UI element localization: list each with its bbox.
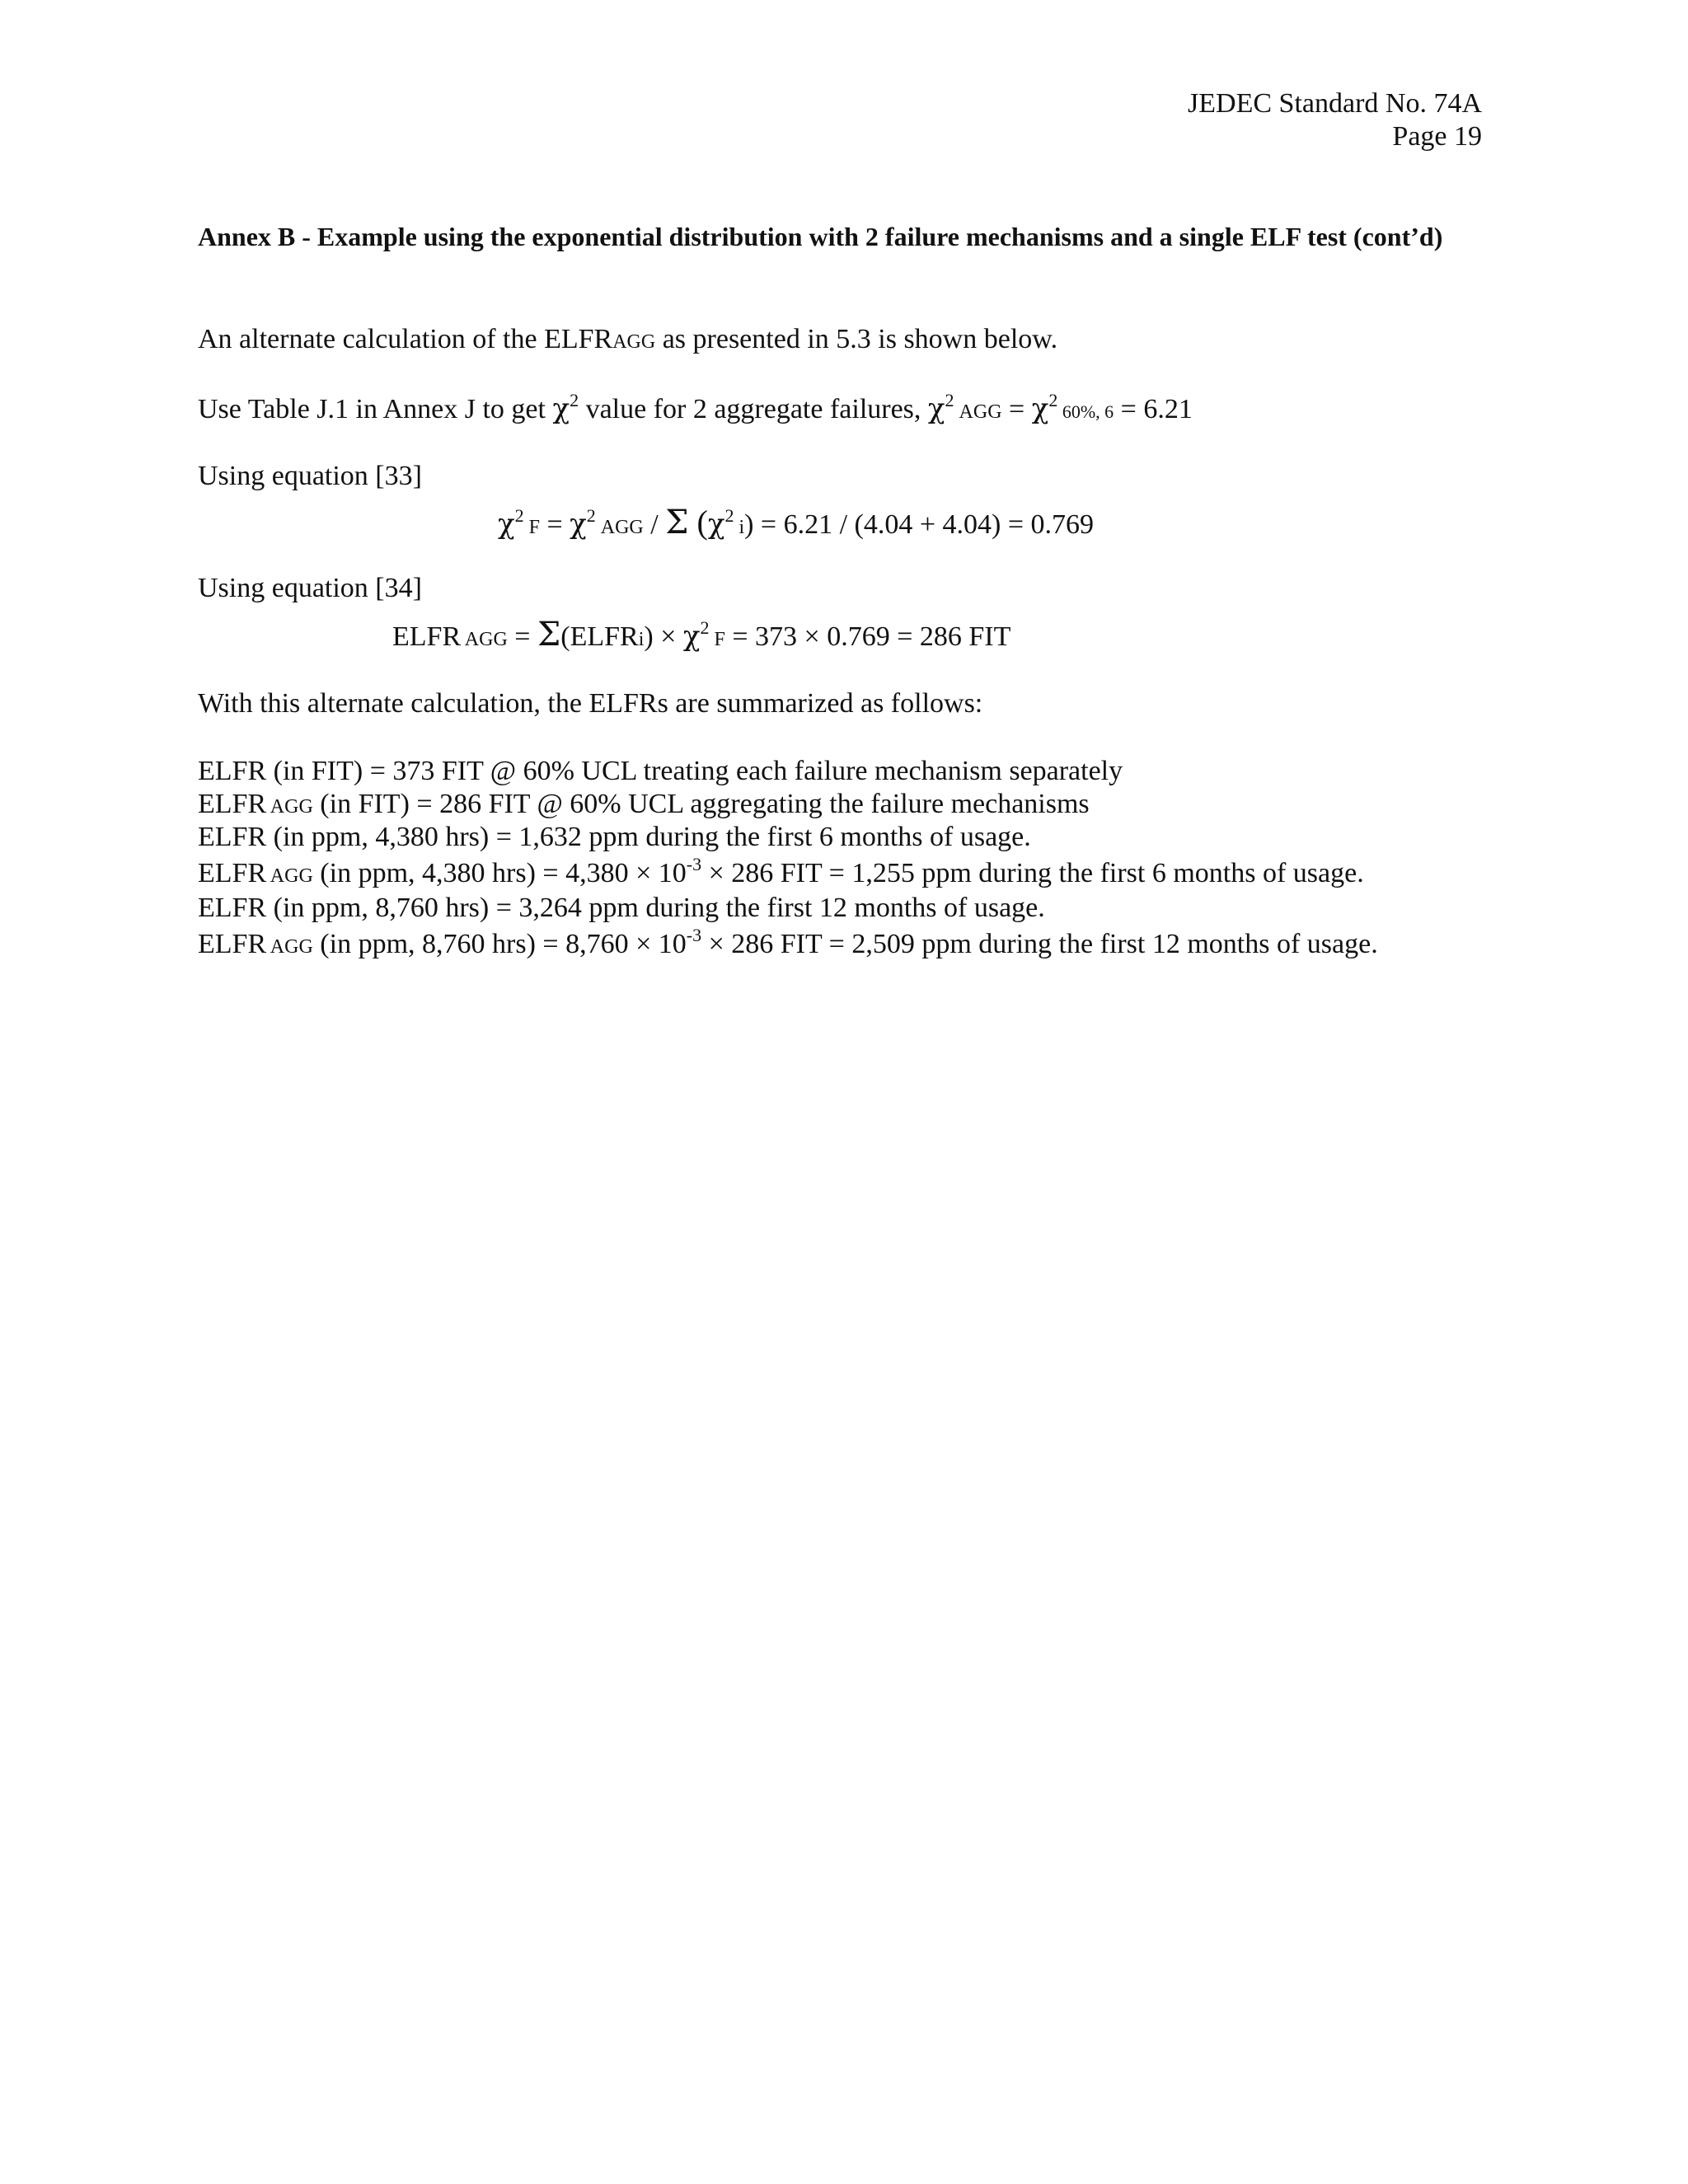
superscript: 2 [945,390,954,410]
superscript: -3 [686,925,702,945]
subscript: AGG [266,865,313,887]
superscript: 2 [724,505,734,526]
superscript: 2 [700,617,710,638]
eq34-formula [392,618,1010,656]
subscript: i [638,629,645,650]
equals: = [1001,394,1032,424]
intro-line [198,323,1057,359]
subscript: i [734,517,745,538]
sum-text: (ELFR [560,621,639,652]
superscript: 2 [570,390,579,410]
summary-line-4-text: (in ppm, 4,380 hrs) = 4,380 × 10 [312,858,687,888]
subscript: F [709,629,725,650]
sigma-symbol: Σ [665,504,689,541]
superscript: 2 [586,505,596,526]
elfr-text: ELFR [392,621,462,652]
summary-line-4 [198,854,1364,893]
chi-symbol: χ [927,392,945,425]
header-standard: JEDEC Standard No. 74A [1188,88,1482,119]
equals: = [507,621,537,652]
slash: / [643,509,666,540]
sigma-symbol: Σ [537,616,561,654]
summary-line-3: ELFR (in ppm, 4,380 hrs) = 1,632 ppm during the first 6 months of usage. [198,822,1031,852]
eq34-result: = 373 × 0.769 = 286 FIT [724,621,1011,652]
chi-symbol: χ [682,620,701,653]
intro-text: An alternate calculation of the ELFR [198,324,613,354]
table-line-text-mid: value for 2 aggregate failures, [579,394,928,424]
elfr-text: ELFR [198,929,267,959]
intro-subscript: AGG [612,331,656,353]
summary-line-2 [198,788,1090,823]
eq33-label: Using equation [33] [198,461,422,491]
intro-text-end: as presented in 5.3 is shown below. [655,324,1058,354]
subscript: F [523,517,540,538]
chi-symbol: χ [498,508,515,541]
subscript: AGG [954,401,1002,423]
table-line-result: = 6.21 [1114,394,1193,424]
subscript: 60%, 6 [1057,401,1114,422]
elfr-text: ELFR [198,789,267,819]
subscript: AGG [266,936,313,958]
eq34-label: Using equation [34] [198,573,422,603]
times: ) × [644,621,683,652]
summary-line-5: ELFR (in ppm, 8,760 hrs) = 3,264 ppm during the first 12 months of usage. [198,893,1045,923]
summary-line-6-text-end: × 286 FIT = 2,509 ppm during the first 12 months of usage. [701,929,1378,959]
superscript: 2 [514,505,524,526]
annex-title: Annex B - Example using the exponential distribution with 2 failure mechanisms and a single ELF test (cont’d) [198,222,1443,251]
chi-symbol: χ [552,392,570,425]
eq33-formula [498,506,1094,544]
superscript: 2 [1048,390,1058,410]
subscript: AGG [461,629,508,650]
chi-symbol: χ [570,508,587,541]
chi-symbol: χ [707,508,725,541]
open-paren: ( [688,504,708,541]
summary-intro: With this alternate calculation, the ELFRs are summarized as follows: [198,688,983,719]
eq33-result: ) = 6.21 / (4.04 + 4.04) = 0.769 [744,509,1095,540]
summary-line-6 [198,925,1378,963]
summary-line-4-text-end: × 286 FIT = 1,255 ppm during the first 6 months of usage. [701,858,1364,888]
summary-line-6-text: (in ppm, 8,760 hrs) = 8,760 × 10 [312,929,687,959]
equals: = [539,509,570,540]
chi-symbol: χ [1031,392,1049,425]
table-line [198,392,1193,429]
header-page-number: Page 19 [1392,121,1482,152]
subscript: AGG [595,517,644,538]
elfr-text: ELFR [198,858,267,888]
summary-line-2-text: (in FIT) = 286 FIT @ 60% UCL aggregating the failure mechanisms [312,789,1090,819]
table-line-text: Use Table J.1 in Annex J to get [198,394,553,424]
summary-line-1: ELFR (in FIT) = 373 FIT @ 60% UCL treating each failure mechanism separately [198,756,1123,786]
subscript: AGG [266,796,313,818]
superscript: -3 [686,854,702,874]
